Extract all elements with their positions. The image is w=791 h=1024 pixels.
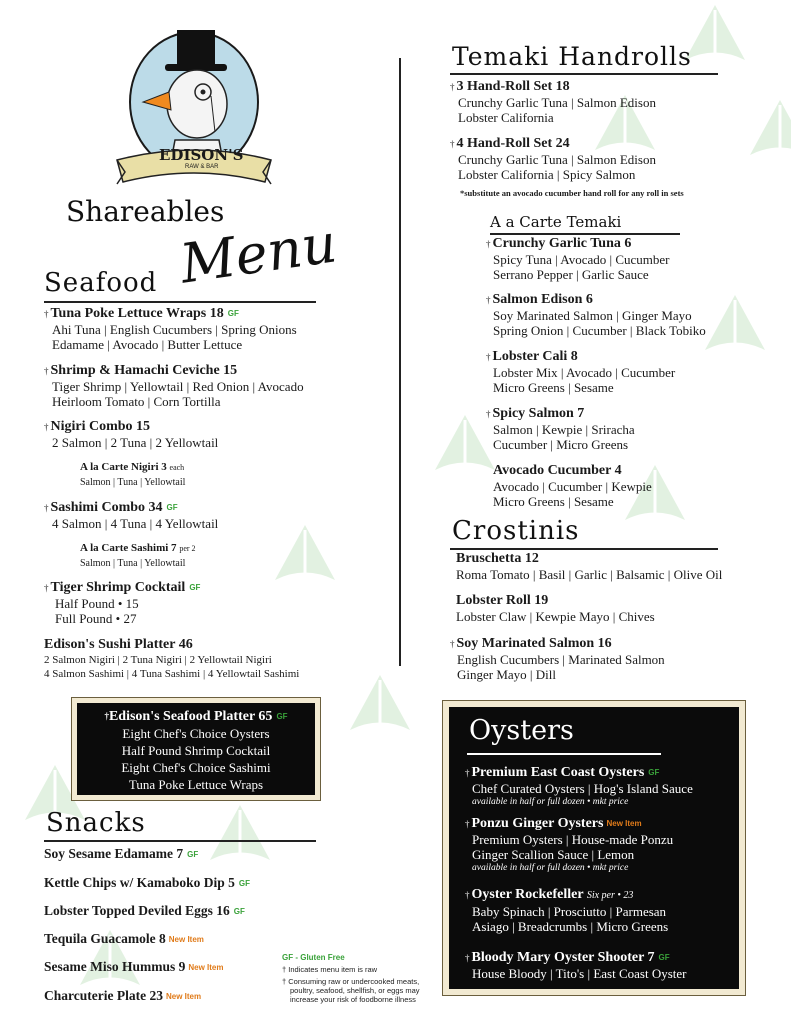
oysters-rule — [467, 753, 661, 755]
item-desc: 4 Salmon Sashimi | 4 Tuna Sashimi | 4 Yellowtail Sashimi — [44, 668, 300, 680]
column-divider — [399, 58, 401, 666]
platter-line: Eight Chef's Choice Oysters — [122, 726, 270, 742]
menu-legend: GF - Gluten Free † Indicates menu item is raw † Consuming raw or undercooked meats, poultry, seafood, shellfish, or eggs may increase your risk of foodborne illness — [282, 953, 420, 1004]
goose-top-hat-monocle-icon — [115, 22, 273, 197]
item-name: Ponzu Ginger Oysters — [471, 816, 604, 832]
legend-warning: poultry, seafood, shellfish, or eggs may — [290, 986, 420, 995]
item-name: Lobster Cali 8 — [492, 349, 578, 364]
item-desc: Roma Tomato | Basil | Garlic | Balsamic | Olive Oil — [456, 567, 723, 582]
menu-item: † Tiger Shrimp Cocktail GF Half Pound • 15 Full Pound • 27 — [44, 580, 201, 627]
item-suffix: per 2 — [179, 544, 196, 553]
item-desc: House Bloody | Tito's | East Coast Oyster — [472, 966, 687, 982]
item-desc: Micro Greens | Sesame — [493, 380, 614, 395]
item-desc: Half Pound • 15 — [55, 596, 139, 612]
gf-tag: GF — [187, 850, 199, 860]
leaf-decoration-icon — [700, 290, 770, 360]
new-item-tag: New Item — [168, 935, 204, 945]
menu-item: † Soy Marinated Salmon 16 English Cucumbers | Marinated Salmon Ginger Mayo | Dill — [450, 636, 665, 682]
item-name: Edison's Sushi Platter 46 — [44, 637, 193, 652]
menu-item: † Shrimp & Hamachi Ceviche 15 Tiger Shrimp | Yellowtail | Red Onion | Avocado Heirloom Tomato | Corn Tortilla — [44, 363, 304, 409]
item-desc: Ahi Tuna | English Cucumbers | Spring Onions — [52, 322, 297, 338]
shareables-title: Shareables — [66, 195, 225, 228]
item-desc: Avocado | Cucumber | Kewpie — [493, 479, 652, 494]
menu-item: † Crunchy Garlic Tuna 6 Spicy Tuna | Avocado | Cucumber Serrano Pepper | Garlic Sauce — [486, 236, 670, 282]
snack-item — [44, 875, 250, 891]
new-item-tag: New Item — [165, 992, 202, 1002]
item-name: Soy Sesame Edamame 7 — [44, 846, 184, 861]
item-name: Tiger Shrimp Cocktail — [50, 580, 186, 596]
item-desc: Heirloom Tomato | Corn Tortilla — [52, 394, 221, 409]
menu-item: † Lobster Cali 8 Lobster Mix | Avocado | Cucumber Micro Greens | Sesame — [486, 349, 676, 395]
oysters-title: Oysters — [469, 715, 574, 746]
menu-item — [80, 540, 196, 570]
item-desc: Tiger Shrimp | Yellowtail | Red Onion | Avocado — [52, 379, 304, 394]
leaf-decoration-icon — [345, 670, 415, 740]
item-name: Bloody Mary Oyster Shooter 7 — [471, 950, 655, 966]
snacks-title: Snacks — [46, 808, 146, 838]
item-name: A la Carte Nigiri 3 — [80, 461, 167, 473]
item-desc: English Cucumbers | Marinated Salmon — [457, 652, 665, 667]
item-desc: 4 Salmon | 4 Tuna | 4 Yellowtail — [52, 516, 219, 532]
platter-line: Half Pound Shrimp Cocktail — [121, 743, 271, 759]
gf-tag: GF — [233, 907, 245, 917]
item-desc: Spring Onion | Cucumber | Black Tobiko — [493, 323, 706, 338]
snack-item — [44, 988, 201, 1004]
gf-tag: GF — [648, 768, 660, 777]
item-name: Crunchy Garlic Tuna 6 — [492, 236, 632, 251]
seafood-platter-box: †Edison's Seafood Platter 65 GF Eight Chef's Choice Oysters Half Pound Shrimp Cocktail Eight Chef's Choice Sashimi Tuna Poke Lettuce Wraps — [71, 697, 321, 801]
item-desc: Asiago | Breadcrumbs | Micro Greens — [472, 919, 669, 934]
menu-item: † Ponzu Ginger Oysters New Item Premium Oysters | House-made Ponzu Ginger Scallion Sauce | Lemon available in half or full dozen • mkt price — [465, 816, 674, 874]
gf-tag: GF — [238, 879, 251, 889]
item-desc: Premium Oysters | House-made Ponzu — [472, 832, 674, 848]
item-desc: Serrano Pepper | Garlic Sauce — [493, 267, 649, 282]
temaki-title: Temaki Handrolls — [452, 42, 692, 71]
item-desc: Spicy Tuna | Avocado | Cucumber — [493, 252, 670, 267]
menu-item: † Bloody Mary Oyster Shooter 7 GF House Bloody | Tito's | East Coast Oyster — [465, 950, 687, 982]
crostinis-rule — [450, 548, 718, 550]
alacarte-temaki-title: A a Carte Temaki — [490, 213, 622, 231]
gf-tag: GF — [189, 583, 201, 592]
item-desc: 2 Salmon | 2 Tuna | 2 Yellowtail — [52, 435, 219, 450]
item-name: Lobster Roll 19 — [456, 593, 549, 608]
new-item-tag: New Item — [188, 963, 224, 973]
item-name: Avocado Cucumber 4 — [493, 463, 622, 478]
item-desc: Chef Curated Oysters | Hog's Island Sauce — [472, 781, 693, 797]
snack-item — [44, 903, 245, 919]
item-name: Premium East Coast Oysters — [471, 765, 645, 781]
menu-item — [456, 551, 722, 582]
item-name: Kettle Chips w/ Kamaboko Dip 5 — [44, 875, 235, 890]
item-note: available in half or full dozen • mkt price — [472, 797, 629, 808]
item-note: available in half or full dozen • mkt price — [472, 863, 629, 874]
item-desc: 2 Salmon Nigiri | 2 Tuna Nigiri | 2 Yellowtail Nigiri — [44, 654, 272, 666]
legend-warning: increase your risk of foodborne illness — [290, 995, 416, 1004]
leaf-decoration-icon — [205, 800, 275, 870]
item-desc: Ginger Mayo | Dill — [457, 667, 557, 682]
item-desc: Salmon | Kewpie | Sriracha — [493, 422, 635, 437]
menu-item — [44, 637, 299, 681]
menu-item — [456, 593, 655, 624]
menu-item — [493, 463, 652, 509]
platter-line: Tuna Poke Lettuce Wraps — [128, 777, 264, 793]
item-suffix: each — [169, 463, 185, 472]
item-name: Sashimi Combo 34 — [50, 500, 163, 516]
legend-raw: Indicates menu item is raw — [288, 965, 378, 974]
gf-tag: GF — [276, 712, 288, 722]
item-name: Charcuterie Plate 23 — [44, 988, 163, 1003]
snack-item — [44, 846, 198, 862]
seafood-title: Seafood — [44, 268, 158, 298]
snack-item — [44, 931, 204, 947]
item-name: Tuna Poke Lettuce Wraps 18 — [50, 306, 224, 322]
platter-line: Eight Chef's Choice Sashimi — [121, 760, 271, 776]
restaurant-logo — [115, 22, 273, 197]
item-name: Soy Marinated Salmon 16 — [456, 636, 612, 651]
platter-title: Edison's Seafood Platter 65 — [108, 709, 273, 724]
gf-tag: GF — [227, 309, 239, 318]
menu-item: † Spicy Salmon 7 Salmon | Kewpie | Sriracha Cucumber | Micro Greens — [486, 406, 635, 452]
snacks-rule — [44, 840, 316, 842]
item-desc: Soy Marinated Salmon | Ginger Mayo — [493, 308, 692, 323]
item-name: Tequila Guacamole 8 — [44, 931, 166, 946]
item-desc: Lobster Mix | Avocado | Cucumber — [493, 365, 676, 380]
item-desc: Crunchy Garlic Tuna | Salmon Edison — [458, 95, 656, 110]
item-desc: Full Pound • 27 — [55, 611, 137, 627]
item-desc: Edamame | Avocado | Butter Lettuce — [52, 337, 243, 353]
item-name: Oyster Rockefeller — [471, 887, 584, 902]
item-name: Sesame Miso Hummus 9 — [44, 959, 186, 974]
seafood-rule — [44, 301, 316, 303]
temaki-note: *substitute an avocado cucumber hand roll for any roll in sets — [460, 188, 684, 198]
item-name: 4 Hand-Roll Set 24 — [456, 136, 570, 151]
item-desc: Salmon | Tuna | Yellowtail — [80, 477, 186, 488]
menu-item: † Nigiri Combo 15 2 Salmon | 2 Tuna | 2 Yellowtail — [44, 419, 219, 450]
menu-item — [80, 459, 185, 489]
menu-item: † 4 Hand-Roll Set 24 Crunchy Garlic Tuna | Salmon Edison Lobster California | Spicy Salmon — [450, 136, 656, 182]
menu-item: † Sashimi Combo 34 GF 4 Salmon | 4 Tuna | 4 Yellowtail — [44, 500, 219, 532]
item-name: Nigiri Combo 15 — [50, 419, 151, 434]
menu-item: † Tuna Poke Lettuce Wraps 18 GF Ahi Tuna | English Cucumbers | Spring Onions Edamame | Avocado | Butter Lettuce — [44, 306, 297, 353]
snack-item — [44, 959, 224, 975]
item-name: A la Carte Sashimi 7 — [80, 542, 177, 554]
item-name: Salmon Edison 6 — [492, 292, 593, 307]
item-desc: Lobster California — [458, 110, 554, 125]
item-name: Bruschetta 12 — [456, 551, 539, 566]
item-name: Shrimp & Hamachi Ceviche 15 — [50, 363, 238, 378]
item-desc: Crunchy Garlic Tuna | Salmon Edison — [458, 152, 656, 167]
oysters-box — [442, 700, 746, 996]
temaki-rule — [450, 73, 718, 75]
leaf-decoration-icon — [270, 520, 340, 590]
item-desc: Cucumber | Micro Greens — [493, 437, 629, 452]
logo-name: EDISON'S — [159, 146, 244, 164]
item-desc: Lobster Claw | Kewpie Mayo | Chives — [456, 609, 655, 624]
logo-subtitle: RAW & BAR — [185, 164, 219, 170]
item-desc: Ginger Scallion Sauce | Lemon — [472, 847, 635, 863]
leaf-decoration-icon — [745, 95, 791, 165]
gf-tag: GF — [166, 503, 178, 512]
menu-item: † Premium East Coast Oysters GF Chef Curated Oysters | Hog's Island Sauce available in half or full dozen • mkt price — [465, 765, 693, 808]
legend-gf: GF - Gluten Free — [282, 953, 345, 962]
item-desc: Lobster California | Spicy Salmon — [458, 167, 636, 182]
item-name: Lobster Topped Deviled Eggs 16 — [44, 903, 230, 918]
item-name: Spicy Salmon 7 — [492, 406, 585, 421]
gf-tag: GF — [658, 953, 670, 962]
menu-item: † 3 Hand-Roll Set 18 Crunchy Garlic Tuna | Salmon Edison Lobster California — [450, 79, 656, 125]
menu-item: † Oyster Rockefeller Six per • 23 Baby Spinach | Prosciutto | Parmesan Asiago | Breadcrumbs | Micro Greens — [465, 887, 669, 934]
item-desc: Micro Greens | Sesame — [493, 494, 614, 509]
crostinis-title: Crostinis — [452, 516, 580, 546]
item-suffix: Six per • 23 — [586, 890, 634, 901]
menu-script-title: Menu — [176, 211, 341, 296]
new-item-tag: New Item — [606, 819, 642, 828]
alacarte-rule — [490, 233, 680, 235]
item-desc: Baby Spinach | Prosciutto | Parmesan — [472, 904, 667, 919]
item-name: 3 Hand-Roll Set 18 — [456, 79, 570, 94]
legend-warning: Consuming raw or undercooked meats, — [288, 977, 420, 986]
item-desc: Salmon | Tuna | Yellowtail — [80, 558, 186, 569]
menu-item: † Salmon Edison 6 Soy Marinated Salmon | Ginger Mayo Spring Onion | Cucumber | Black Tobiko — [486, 292, 706, 338]
